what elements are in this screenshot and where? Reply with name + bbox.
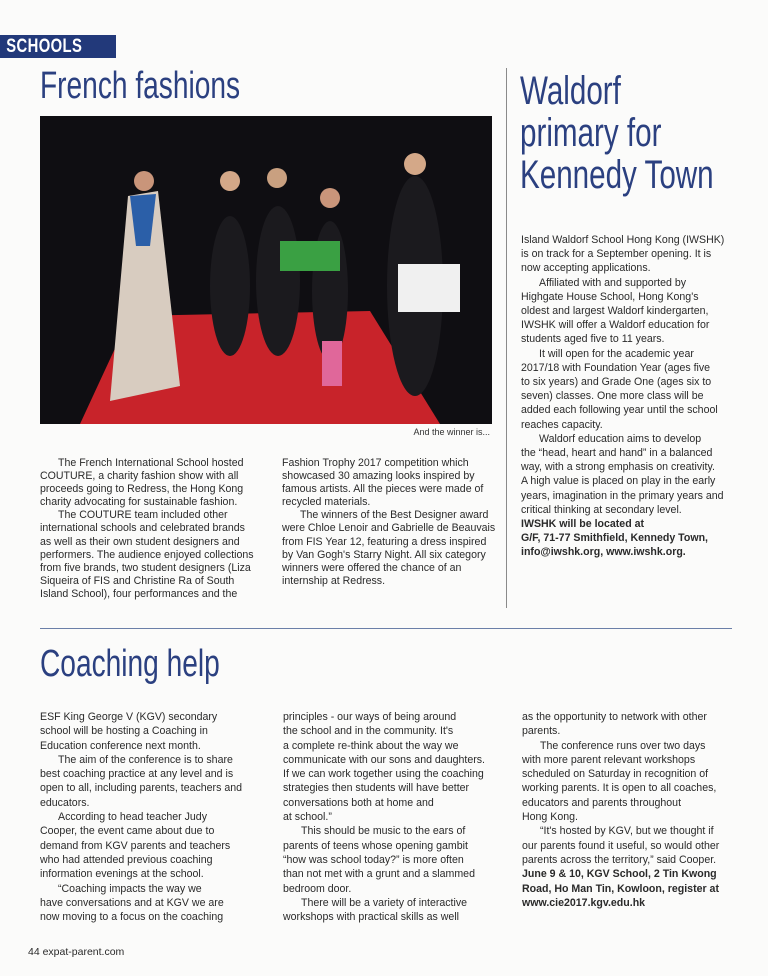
text-line: The French International School hosted — [58, 457, 244, 469]
text-line: years, imagination in the primary years and — [521, 489, 724, 502]
text-line: strategies then students will have better — [283, 782, 470, 795]
text-line: This should be music to the ears of — [301, 825, 466, 838]
text-line: The conference runs over two days — [540, 739, 706, 752]
text-line: There will be a variety of interactive — [301, 896, 468, 909]
text-line: G/F, 71-77 Smithfield, Kennedy Town, — [521, 532, 708, 545]
text-line: recycled materials. — [282, 496, 371, 509]
text-line: June 9 & 10, KGV School, 2 Tin Kwong — [522, 868, 717, 881]
text-line: COUTURE, a charity fashion show with all — [40, 470, 239, 483]
text-line: now accepting applications. — [521, 262, 651, 275]
text-line: oldest and largest Waldorf kindergarten, — [521, 305, 709, 318]
section-divider — [40, 628, 732, 629]
text-line: According to head teacher Judy — [58, 811, 207, 824]
section-tag-label: SCHOOLS — [6, 36, 83, 57]
text-line: “It's hosted by KGV, but we thought if — [540, 825, 714, 838]
text-line: who had attended previous coaching — [40, 853, 213, 866]
text-line: a complete re-think about the way we — [283, 739, 459, 752]
text-line: working parents. It is open to all coaches, — [522, 782, 717, 795]
text-line: school will be hosting a Coaching in — [40, 725, 208, 738]
photo-caption: And the winner is... — [413, 427, 490, 437]
text-line: educators and parents throughout — [522, 796, 682, 809]
text-line: at school.” — [283, 811, 332, 824]
text-line: showcased 30 amazing looks inspired by — [282, 470, 475, 483]
text-line: international schools and celebrated brands — [40, 522, 245, 535]
text-line: Fashion Trophy 2017 competition which — [282, 457, 469, 469]
text-line: Education conference next month. — [40, 739, 201, 752]
text-line: If we can work together using the coaching — [283, 768, 484, 781]
coaching-column-2 — [283, 710, 485, 924]
text-line: scheduled on Saturday in recognition of — [522, 768, 709, 781]
text-line: winners were offered the chance of an — [282, 561, 462, 574]
text-line: information evenings at the school. — [40, 868, 204, 881]
text-line: the “head, heart and hand” in a balanced — [521, 447, 713, 460]
text-line: critical thinking at secondary level. — [521, 503, 682, 516]
text-line: charity advocating for sustainable fashion. — [40, 496, 238, 509]
text-line: added each following year until the school — [521, 404, 718, 417]
coaching-column-3 — [522, 710, 719, 910]
text-line: now moving to a focus on the coaching — [40, 911, 224, 924]
text-line: best coaching practice at any level and is — [40, 768, 234, 781]
text-line: communicate with our sons and daughters. — [283, 753, 485, 766]
page-footer: 44 expat-parent.com — [28, 946, 125, 958]
text-line: workshops with practical skills as well — [283, 911, 460, 924]
french-fashions-column-1 — [40, 457, 254, 601]
waldorf-column — [521, 233, 724, 560]
text-line: with more parent relevant workshops — [522, 753, 696, 766]
text-line: have conversations and at KGV we are — [40, 896, 224, 909]
headline-line: primary for — [520, 111, 662, 155]
text-line: 2017/18 with Foundation Year (ages five — [521, 361, 711, 374]
headline-waldorf — [520, 70, 714, 196]
french-fashions-column-2 — [282, 457, 495, 588]
text-line: info@iwshk.org, www.iwshk.org. — [521, 546, 686, 559]
text-line: Cooper, the event came about due to — [40, 825, 215, 838]
text-line: The COUTURE team included other — [58, 509, 228, 522]
text-line: parents of teens whose opening gambit — [283, 839, 468, 852]
text-line: IWSHK will be located at — [521, 518, 645, 531]
text-line: internship at Redress. — [282, 574, 386, 587]
text-line: A high value is placed on play in the early — [521, 475, 716, 488]
text-line: open to all, including parents, teachers and — [40, 782, 243, 795]
text-line: “Coaching impacts the way we — [58, 882, 202, 895]
text-line: were Chloe Lenoir and Gabrielle de Beauvais — [282, 522, 496, 535]
section-tag — [0, 35, 116, 58]
text-line: to six years) and Grade One (ages six to — [521, 376, 712, 389]
text-line: Island School), four performances and the — [40, 587, 238, 600]
text-line: famous artists. All the pieces were made of — [282, 483, 484, 496]
text-line: ESF King George V (KGV) secondary — [40, 711, 218, 723]
text-line: parents. — [522, 725, 561, 738]
text-line: students aged five to 11 years. — [521, 333, 665, 346]
text-line: Siqueira of FIS and Christine Ra of South — [40, 574, 235, 587]
text-line: Hong Kong. — [522, 811, 578, 824]
text-line: Affiliated with and supported by — [539, 276, 687, 289]
text-line: performers. The audience enjoyed collections — [40, 548, 254, 561]
text-line: Road, Ho Man Tin, Kowloon, register at — [522, 882, 719, 895]
text-line: www.cie2017.kgv.edu.hk — [522, 896, 646, 909]
event-photo — [40, 116, 492, 424]
text-line: our parents found it useful, so would other — [522, 839, 720, 852]
text-line: Highgate House School, Hong Kong's — [521, 290, 699, 303]
text-line: Waldorf education aims to develop — [539, 432, 702, 445]
text-line: demand from KGV parents and teachers — [40, 839, 231, 852]
text-line: It will open for the academic year — [539, 347, 694, 360]
text-line: is on track for a September opening. It is — [521, 248, 712, 261]
text-line: “how was school today?” is more often — [283, 853, 464, 866]
text-line: reaches capacity. — [521, 418, 603, 431]
text-line: Island Waldorf School Hong Kong (IWSHK) — [521, 234, 725, 246]
text-line: from FIS Year 12, featuring a dress inspired — [282, 535, 487, 548]
text-line: the school and in the community. It's — [283, 725, 454, 738]
text-line: than not met with a grunt and a slammed — [283, 868, 475, 881]
text-line: conversations both at home and — [283, 796, 434, 809]
text-line: as well as their own student designers and — [40, 535, 240, 548]
text-line: as the opportunity to network with other — [522, 711, 707, 723]
column-divider — [506, 68, 507, 608]
text-line: by Van Gogh's Starry Night. All six category — [282, 548, 486, 561]
text-line: way, with a strong emphasis on creativity. — [521, 461, 715, 474]
coaching-column-1 — [40, 710, 242, 924]
text-line: bedroom door. — [283, 882, 352, 895]
text-line: educators. — [40, 796, 90, 809]
headline-line: Waldorf — [520, 69, 621, 113]
headline-coaching-help: Coaching help — [40, 643, 220, 685]
text-line: The aim of the conference is to share — [58, 753, 233, 766]
text-line: The winners of the Best Designer award — [300, 509, 489, 522]
text-line: parents across the territory,” said Cooper. — [522, 853, 717, 866]
text-line: proceeds going to Redress, the Hong Kong — [40, 483, 244, 496]
headline-french-fashions: French fashions — [40, 65, 241, 107]
text-line: from five brands, two student designers (Liza — [40, 561, 251, 574]
text-line: principles - our ways of being around — [283, 711, 457, 723]
text-line: IWSHK will offer a Waldorf education for — [521, 319, 710, 332]
text-line: seven) classes. One more class will be — [521, 390, 704, 403]
headline-line: Kennedy Town — [520, 153, 714, 197]
